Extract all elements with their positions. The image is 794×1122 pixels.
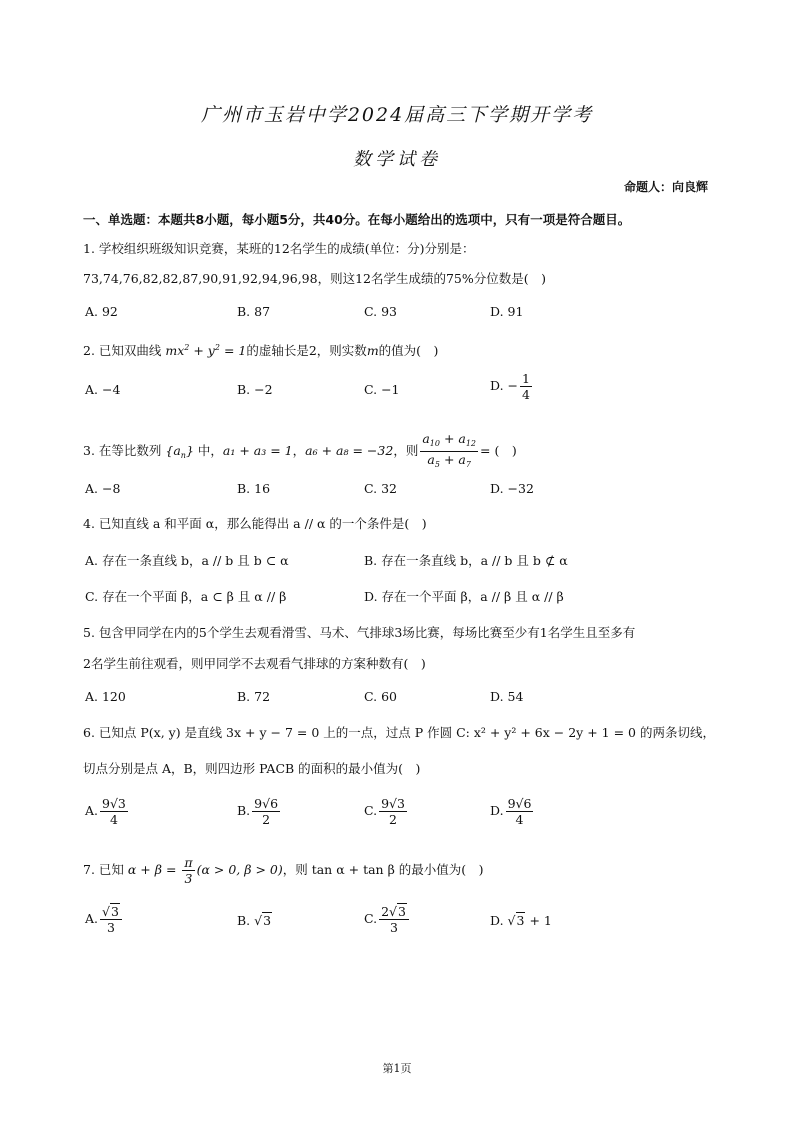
q4-option-c: C. 存在一个平面 β，a ⊂ β 且 α // β — [85, 589, 287, 604]
q1-option-d: D. 91 — [490, 304, 524, 319]
q2-option-d — [490, 371, 534, 402]
q3-line: 3. 在等比数列 $\{a_n\}$ 中，a₁ + a₃ = 1，a₆ + a₈ = −32，则 $\frac{a_{10} + a_{12}}{a_5 + a_7}$ = ( ) — [83, 431, 517, 472]
option-label: C. — [364, 911, 378, 926]
frac-num: √3 — [100, 904, 122, 920]
q5-line1: 5. 包含甲同学在内的5个学生去观看滑雪、马术、气排球3场比赛，每场比赛至少有1名学生且至多有 — [83, 625, 636, 640]
option-label: A. — [85, 803, 99, 818]
option-label: B. — [237, 913, 251, 928]
q5-option-d: D. 54 — [490, 689, 524, 704]
q7-option-b: B. √3 — [237, 913, 272, 928]
frac-num: 9√6 — [507, 796, 532, 811]
q3-option-a: A. −8 — [85, 481, 121, 496]
frac-den: 3 — [390, 920, 398, 935]
q5-option-a: A. 120 — [85, 689, 126, 704]
q1-option-a: A. 92 — [85, 304, 118, 319]
q4-line: 4. 已知直线 a 和平面 α，那么能得出 a // α 的一个条件是( ) — [83, 516, 427, 531]
q2-line — [83, 339, 438, 360]
q2-option-d-label: D. − — [490, 378, 518, 393]
frac-den: 3 — [184, 871, 193, 886]
exam-title: 广州市玉岩中学2024届高三下学期开学考 — [200, 104, 594, 126]
q7-sum: α + β = — [123, 862, 181, 877]
q4-option-d: D. 存在一个平面 β，a // β 且 α // β — [364, 589, 564, 604]
frac-den: 2 — [389, 812, 397, 827]
q6-line1: 6. 已知点 P(x, y) 是直线 3x + y − 7 = 0 上的一点，过点 P 作圆 C: x² + y² + 6x − 2y + 1 = 0 的两条切线， — [83, 725, 715, 740]
option-frac — [379, 796, 407, 827]
q7-cond: (α > 0, β > 0) — [196, 862, 283, 877]
option-label: B. — [237, 803, 251, 818]
q3-option-d: D. −32 — [490, 481, 534, 496]
q5-line2: 2名学生前往观看，则甲同学不去观看气排球的方案种数有( ) — [83, 656, 426, 671]
q3-eq: = ( ) — [480, 443, 517, 458]
option-frac — [506, 796, 534, 827]
q2-equation: $mx^2 + y^2 = 1$ — [161, 343, 247, 358]
q3-cond2: a₆ + a₈ = −32 — [305, 443, 394, 458]
q7-line — [83, 855, 484, 886]
q3-seq: $\{a_n\}$ — [161, 443, 198, 460]
q3-frac — [420, 431, 478, 472]
q4-option-a: A. 存在一条直线 b，a // b 且 b ⊂ α — [85, 553, 289, 568]
frac-num: 9√3 — [381, 796, 405, 811]
q7-frac — [182, 855, 194, 886]
q7-pre: 7. 已知 — [83, 862, 124, 877]
q6-option-d — [490, 796, 535, 827]
q6-line2: 切点分别是点 A，B，则四边形 PACB 的面积的最小值为( ) — [83, 761, 421, 776]
frac-den: $a_5 + a_7$ — [427, 452, 471, 469]
q1-option-c: C. 93 — [364, 304, 397, 319]
q5-option-c: C. 60 — [364, 689, 397, 704]
q1-scores: 73,74,76,82,82,87,90,91,92,94,96,98 — [83, 271, 318, 286]
frac-num: π — [184, 855, 193, 870]
frac-num: $a_{10} + a_{12}$ — [420, 431, 478, 452]
frac-den: 4 — [522, 387, 530, 402]
q2-option-a: A. −4 — [85, 382, 121, 397]
q3-cond1: a₁ + a₃ = 1 — [222, 443, 293, 458]
q7-post: ，则 tan α + tan β 的最小值为( ) — [282, 862, 484, 877]
q4-option-b: B. 存在一条直线 b，a // b 且 b ⊄ α — [364, 553, 568, 568]
option-frac — [379, 904, 409, 935]
radicand: 3 — [263, 913, 272, 928]
q7-option-d: D. √3 + 1 — [490, 913, 552, 928]
q3-option-b: B. 16 — [237, 481, 271, 496]
q6-option-a — [85, 796, 130, 827]
q6-option-b — [237, 796, 282, 827]
q3-pre: 3. 在等比数列 — [83, 443, 162, 458]
q2-end: 的值为( ) — [378, 343, 439, 358]
frac-den: 3 — [107, 920, 115, 935]
author: 命题人：向良辉 — [623, 180, 708, 194]
q1-line2 — [83, 270, 546, 288]
q3-option-c: C. 32 — [364, 481, 397, 496]
q2-var: m — [366, 343, 379, 358]
option-label: D. — [490, 803, 504, 818]
option-label: D. — [490, 913, 504, 928]
q1-question: ，则这12名学生成绩的75%分位数是( ) — [317, 271, 547, 286]
q2-post: 的虚轴长是2，则实数 — [246, 343, 367, 358]
q3-then: ，则 — [393, 443, 419, 458]
q2-pre: 2. 已知双曲线 — [83, 343, 162, 358]
q7-option-a — [85, 904, 124, 935]
option-frac — [100, 904, 122, 935]
q2-option-d-frac — [520, 371, 532, 402]
frac-num: 1 — [522, 371, 530, 386]
frac-den: 4 — [515, 812, 524, 827]
frac-num: 2√3 — [379, 904, 409, 920]
q1-line1: 1. 学校组织班级知识竞赛，某班的12名学生的成绩(单位：分)分别是： — [83, 241, 475, 256]
q2-option-b: B. −2 — [237, 382, 273, 397]
option-frac — [100, 796, 128, 827]
frac-den: 2 — [262, 812, 271, 827]
option-label: C. — [364, 803, 378, 818]
q7-option-c — [364, 904, 411, 935]
option-frac — [252, 796, 280, 827]
exam-subtitle: 数学试卷 — [353, 149, 441, 170]
option-label: A. — [85, 911, 99, 926]
page-number: 第1页 — [382, 1062, 412, 1075]
section-heading: 一、单选题：本题共8小题，每小题5分，共40分。在每小题给出的选项中，只有一项是符合题目。 — [83, 212, 631, 227]
q5-option-b: B. 72 — [237, 689, 271, 704]
q3-mid: 中， — [197, 443, 223, 458]
q2-option-c: C. −1 — [364, 382, 400, 397]
frac-num: 9√3 — [102, 796, 126, 811]
q1-option-b: B. 87 — [237, 304, 271, 319]
frac-den: 4 — [109, 812, 118, 827]
q6-option-c — [364, 796, 409, 827]
frac-num: 9√6 — [254, 796, 279, 811]
